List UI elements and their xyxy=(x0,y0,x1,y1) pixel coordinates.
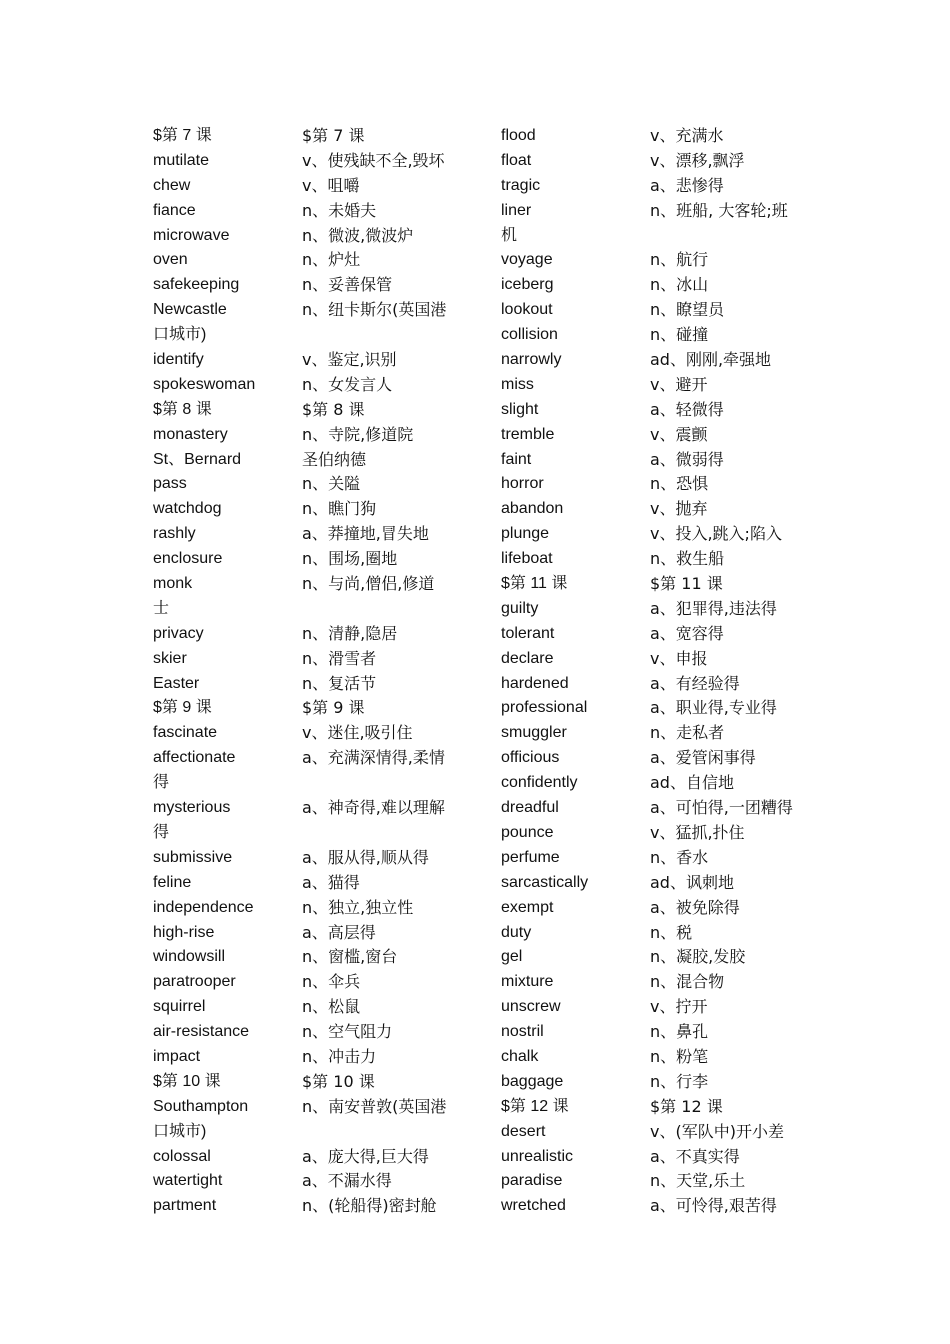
vocab-word: flood xyxy=(501,127,536,144)
vocab-word: pounce xyxy=(501,823,554,841)
vocab-definition: n、围场,圈地 xyxy=(302,549,398,569)
vocab-word: gel xyxy=(501,948,523,966)
vocab-definition: n、伞兵 xyxy=(302,972,361,992)
vocab-word: air-resistance xyxy=(153,1023,250,1041)
vocab-definition: n、瞭望员 xyxy=(650,300,725,320)
vocab-definition: n、香水 xyxy=(650,847,709,867)
vocab-definition: a、被免除得 xyxy=(650,897,740,917)
vocab-definition: v、震颤 xyxy=(650,424,708,444)
vocab-definition: n、寺院,修道院 xyxy=(302,424,414,444)
vocab-row xyxy=(501,771,821,796)
vocab-row xyxy=(501,248,821,273)
vocab-definition: n、税 xyxy=(650,922,693,942)
vocab-word: mixture xyxy=(501,973,554,991)
vocab-row xyxy=(501,622,821,647)
vocab-definition: n、冰山 xyxy=(650,275,709,295)
vocab-row xyxy=(153,796,493,821)
vocab-word: 机 xyxy=(501,226,518,244)
vocab-definition: n、救生船 xyxy=(650,549,725,569)
vocab-word: confidently xyxy=(501,774,578,792)
vocab-definition: n、鼻孔 xyxy=(650,1022,709,1042)
vocab-row xyxy=(501,796,821,821)
vocab-definition: n、与尚,僧侣,修道 xyxy=(302,574,435,594)
vocab-definition: n、空气阻力 xyxy=(302,1022,393,1042)
vocab-row xyxy=(153,547,493,572)
vocab-row xyxy=(501,945,821,970)
vocab-row xyxy=(153,871,493,896)
vocab-definition: n、未婚夫 xyxy=(302,200,377,220)
vocab-definition: v、漂移,飘浮 xyxy=(650,150,745,170)
vocab-word: feline xyxy=(153,873,192,891)
vocab-definition: a、职业得,专业得 xyxy=(650,698,777,718)
vocab-definition: n、南安普敦(英国港 xyxy=(302,1096,447,1116)
vocab-definition: $第 7 课 xyxy=(302,126,365,145)
vocab-word: submissive xyxy=(153,848,233,866)
vocab-definition: a、爱管闲事得 xyxy=(650,748,756,768)
vocab-row xyxy=(153,298,493,323)
vocab-definition: n、天堂,乐土 xyxy=(650,1171,746,1191)
vocab-definition: ad、自信地 xyxy=(650,773,734,793)
vocab-definition: a、不真实得 xyxy=(650,1146,740,1166)
vocab-word: mysterious xyxy=(153,799,231,817)
vocab-row xyxy=(153,1120,493,1145)
vocab-row xyxy=(153,721,493,746)
vocab-definition: v、使残缺不全,毁坏 xyxy=(302,150,445,170)
vocab-row xyxy=(501,547,821,572)
vocab-word: hardened xyxy=(501,674,569,692)
vocab-word: high-rise xyxy=(153,923,215,941)
vocab-row xyxy=(153,896,493,921)
vocab-definition: v、避开 xyxy=(650,374,708,394)
vocab-row xyxy=(501,846,821,871)
vocab-word: declare xyxy=(501,649,554,667)
vocab-word: faint xyxy=(501,450,532,468)
vocab-row xyxy=(153,199,493,224)
vocab-word: $第 8 课 xyxy=(153,400,212,418)
vocab-word: watchdog xyxy=(153,500,222,518)
vocab-word: enclosure xyxy=(153,550,223,568)
vocab-word: St、Bernard xyxy=(153,450,242,468)
vocab-word: $第 11 课 xyxy=(501,575,568,593)
vocab-definition: ad、刚刚,牵强地 xyxy=(650,350,772,370)
vocab-row xyxy=(153,348,493,373)
vocab-definition: a、神奇得,难以理解 xyxy=(302,798,445,818)
vocab-row xyxy=(153,746,493,771)
vocab-row xyxy=(153,1169,493,1194)
vocab-definition: n、碰撞 xyxy=(650,325,709,345)
vocab-definition: n、妥善保管 xyxy=(302,275,393,295)
vocab-row xyxy=(153,398,493,423)
vocab-word: plunge xyxy=(501,525,550,543)
vocab-row xyxy=(501,522,821,547)
vocab-row xyxy=(501,174,821,199)
vocab-word: privacy xyxy=(153,624,204,642)
vocab-word: watertight xyxy=(153,1172,223,1190)
vocab-definition: a、猫得 xyxy=(302,872,360,892)
vocab-definition: v、咀嚼 xyxy=(302,175,360,195)
vocab-word: paratrooper xyxy=(153,973,236,991)
vocab-row xyxy=(501,1095,821,1120)
vocab-row xyxy=(153,647,493,672)
vocab-row xyxy=(153,1194,493,1219)
vocab-definition: v、申报 xyxy=(650,648,708,668)
vocab-word: affectionate xyxy=(153,749,236,767)
vocab-row xyxy=(501,896,821,921)
vocab-word: microwave xyxy=(153,226,230,244)
vocab-row xyxy=(153,597,493,622)
vocab-word: pass xyxy=(153,475,187,493)
vocab-row xyxy=(501,1020,821,1045)
vocab-row xyxy=(153,771,493,796)
vocab-word: tragic xyxy=(501,176,541,194)
vocab-word: lookout xyxy=(501,301,553,319)
vocab-word: skier xyxy=(153,649,187,667)
vocab-row xyxy=(153,373,493,398)
vocab-word: voyage xyxy=(501,251,553,269)
vocab-row xyxy=(501,1120,821,1145)
vocab-row xyxy=(501,348,821,373)
vocab-definition: $第 8 课 xyxy=(302,399,365,419)
vocab-row xyxy=(153,273,493,298)
vocab-row xyxy=(501,199,821,224)
vocab-word: tolerant xyxy=(501,624,555,642)
vocabulary-column-right xyxy=(501,124,821,1219)
vocab-row xyxy=(501,672,821,697)
vocab-row xyxy=(501,1194,821,1219)
vocab-row xyxy=(153,1095,493,1120)
vocab-word: independence xyxy=(153,898,254,916)
vocab-definition: v、迷住,吸引住 xyxy=(302,723,413,743)
vocab-definition: a、高层得 xyxy=(302,922,376,942)
vocab-row xyxy=(501,323,821,348)
vocab-row xyxy=(501,821,821,846)
vocab-word: $第 7 课 xyxy=(153,127,212,144)
vocab-definition: a、宽容得 xyxy=(650,623,724,643)
vocab-word: Southampton xyxy=(153,1097,249,1115)
vocab-row xyxy=(153,124,493,149)
vocab-word: Newcastle xyxy=(153,301,227,319)
vocab-row xyxy=(153,1145,493,1170)
vocab-row xyxy=(153,995,493,1020)
vocab-row xyxy=(153,423,493,448)
vocab-definition: n、滑雪者 xyxy=(302,648,377,668)
vocab-definition: v、拧开 xyxy=(650,997,708,1017)
vocab-definition: a、有经验得 xyxy=(650,673,740,693)
vocab-row xyxy=(501,373,821,398)
vocab-word: impact xyxy=(153,1047,201,1065)
vocab-definition: a、庞大得,巨大得 xyxy=(302,1146,429,1166)
vocab-row xyxy=(153,248,493,273)
vocab-word: abandon xyxy=(501,500,564,518)
vocab-row xyxy=(153,846,493,871)
vocab-word: 口城市) xyxy=(153,1122,207,1140)
vocab-row xyxy=(501,721,821,746)
vocab-word: chalk xyxy=(501,1047,539,1065)
vocab-row xyxy=(501,995,821,1020)
vocab-definition: n、炉灶 xyxy=(302,250,361,270)
vocab-word: nostril xyxy=(501,1023,544,1041)
vocab-word: Easter xyxy=(153,674,200,692)
vocab-word: horror xyxy=(501,475,544,493)
vocab-row xyxy=(501,1045,821,1070)
vocab-definition: $第 9 课 xyxy=(302,698,365,718)
vocab-row xyxy=(501,746,821,771)
vocab-row xyxy=(153,448,493,473)
vocab-word: squirrel xyxy=(153,998,206,1016)
vocab-word: 得 xyxy=(153,774,170,792)
vocab-word: spokeswoman xyxy=(153,375,256,393)
vocab-word: $第 9 课 xyxy=(153,699,212,717)
vocab-row xyxy=(153,970,493,995)
vocab-row xyxy=(501,647,821,672)
vocab-word: desert xyxy=(501,1122,546,1140)
vocab-definition: n、航行 xyxy=(650,250,709,270)
vocab-definition: a、轻微得 xyxy=(650,399,724,419)
vocab-definition: v、抛弃 xyxy=(650,499,708,519)
vocab-word: monk xyxy=(153,575,193,593)
vocab-row xyxy=(501,298,821,323)
vocab-word: wretched xyxy=(501,1197,566,1215)
vocab-definition: n、松鼠 xyxy=(302,997,361,1017)
vocab-row xyxy=(153,1070,493,1095)
vocab-definition: n、混合物 xyxy=(650,972,725,992)
vocab-word: duty xyxy=(501,923,532,941)
vocab-row xyxy=(153,224,493,249)
vocab-row xyxy=(153,497,493,522)
vocab-definition: n、(轮船得)密封舱 xyxy=(302,1196,437,1216)
vocab-word: mutilate xyxy=(153,151,210,169)
vocab-word: identify xyxy=(153,351,204,369)
vocab-row xyxy=(501,398,821,423)
vocab-row xyxy=(501,448,821,473)
vocab-word: baggage xyxy=(501,1072,564,1090)
vocab-row xyxy=(501,124,821,149)
vocab-word: paradise xyxy=(501,1172,563,1190)
vocab-row xyxy=(501,423,821,448)
vocab-definition: a、犯罪得,违法得 xyxy=(650,598,777,618)
vocab-definition: a、服从得,顺从得 xyxy=(302,847,429,867)
vocab-definition: v、猛抓,扑住 xyxy=(650,822,745,842)
vocab-row xyxy=(153,572,493,597)
vocab-definition: a、悲惨得 xyxy=(650,175,724,195)
vocab-word: tremble xyxy=(501,425,555,443)
vocab-row xyxy=(153,323,493,348)
vocab-definition: ad、讽刺地 xyxy=(650,872,734,892)
vocab-row xyxy=(501,1145,821,1170)
vocab-definition: n、行李 xyxy=(650,1071,709,1091)
vocab-definition: n、走私者 xyxy=(650,723,725,743)
vocab-word: dreadful xyxy=(501,799,559,817)
vocab-definition: $第 12 课 xyxy=(650,1096,723,1116)
vocab-row xyxy=(153,622,493,647)
vocab-definition: a、莽撞地,冒失地 xyxy=(302,524,429,544)
vocab-definition: n、班船, 大客轮;班 xyxy=(650,200,788,220)
vocab-word: $第 12 课 xyxy=(501,1097,569,1115)
vocab-row xyxy=(501,970,821,995)
vocab-word: colossal xyxy=(153,1147,211,1165)
vocab-row xyxy=(153,1045,493,1070)
vocab-definition: $第 10 课 xyxy=(302,1071,375,1091)
vocab-row xyxy=(501,497,821,522)
vocab-definition: n、凝胶,发胶 xyxy=(650,947,746,967)
vocab-definition: n、独立,独立性 xyxy=(302,897,414,917)
vocab-word: oven xyxy=(153,251,188,269)
vocab-word: fiance xyxy=(153,201,196,219)
vocab-word: safekeeping xyxy=(153,276,240,294)
vocab-definition: 圣伯纳德 xyxy=(302,449,367,469)
vocab-row xyxy=(501,472,821,497)
vocab-word: professional xyxy=(501,699,588,717)
vocab-definition: a、微弱得 xyxy=(650,449,724,469)
vocab-row xyxy=(153,921,493,946)
vocab-row xyxy=(153,1020,493,1045)
vocab-definition: a、可怕得,一团糟得 xyxy=(650,798,793,818)
vocab-row xyxy=(501,224,821,249)
vocab-word: $第 10 课 xyxy=(153,1072,221,1090)
vocab-word: float xyxy=(501,151,532,169)
vocab-word: slight xyxy=(501,400,539,418)
vocab-word: 得 xyxy=(153,823,170,841)
vocab-definition: v、(军队中)开小差 xyxy=(650,1121,784,1141)
vocab-definition: n、女发言人 xyxy=(302,374,393,394)
vocab-row xyxy=(153,821,493,846)
vocab-word: guilty xyxy=(501,599,539,617)
vocab-word: collision xyxy=(501,326,558,344)
vocab-word: windowsill xyxy=(153,948,226,966)
vocab-row xyxy=(153,472,493,497)
vocab-word: sarcastically xyxy=(501,873,589,891)
vocab-row xyxy=(501,1169,821,1194)
vocab-word: exempt xyxy=(501,898,554,916)
vocab-row xyxy=(153,672,493,697)
vocab-row xyxy=(501,696,821,721)
vocab-row xyxy=(153,149,493,174)
vocab-definition: n、微波,微波炉 xyxy=(302,225,414,245)
vocab-definition: n、恐惧 xyxy=(650,474,709,494)
vocab-word: officious xyxy=(501,749,560,767)
vocab-definition: v、鉴定,识别 xyxy=(302,350,397,370)
vocab-row xyxy=(501,871,821,896)
vocab-definition: n、纽卡斯尔(英国港 xyxy=(302,300,447,320)
vocab-definition: n、瞧门狗 xyxy=(302,499,377,519)
vocab-word: partment xyxy=(153,1197,217,1215)
vocab-row xyxy=(501,1070,821,1095)
vocab-row xyxy=(153,522,493,547)
vocab-word: unrealistic xyxy=(501,1147,574,1165)
vocab-definition: n、冲击力 xyxy=(302,1046,377,1066)
vocab-word: 士 xyxy=(153,599,170,617)
vocab-definition: n、清静,隐居 xyxy=(302,623,398,643)
vocab-word: narrowly xyxy=(501,351,562,369)
vocab-row xyxy=(501,273,821,298)
vocab-definition: a、可怜得,艰苦得 xyxy=(650,1196,777,1216)
vocab-definition: a、充满深情得,柔情 xyxy=(302,748,445,768)
vocab-row xyxy=(501,149,821,174)
vocab-word: 口城市) xyxy=(153,326,207,344)
vocab-word: rashly xyxy=(153,525,196,543)
vocab-row xyxy=(153,696,493,721)
vocab-word: lifeboat xyxy=(501,550,553,568)
vocab-definition: n、粉笔 xyxy=(650,1046,709,1066)
vocab-definition: n、关隘 xyxy=(302,474,361,494)
vocab-word: unscrew xyxy=(501,998,561,1016)
vocab-definition: n、复活节 xyxy=(302,673,377,693)
vocab-row xyxy=(501,572,821,597)
vocab-word: liner xyxy=(501,201,532,219)
vocab-word: chew xyxy=(153,176,191,194)
vocab-definition: n、窗槛,窗台 xyxy=(302,947,398,967)
vocab-word: perfume xyxy=(501,848,560,866)
vocab-row xyxy=(153,945,493,970)
vocab-definition: $第 11 课 xyxy=(650,574,723,594)
vocab-definition: a、不漏水得 xyxy=(302,1171,392,1191)
vocab-word: monastery xyxy=(153,425,228,443)
vocabulary-column-left xyxy=(153,124,493,1219)
vocab-definition: v、投入,跳入;陷入 xyxy=(650,524,782,544)
vocab-definition: v、充满水 xyxy=(650,126,724,145)
vocab-row xyxy=(501,597,821,622)
vocab-row xyxy=(501,921,821,946)
vocab-word: miss xyxy=(501,375,534,393)
vocab-word: smuggler xyxy=(501,724,567,742)
vocab-row xyxy=(153,174,493,199)
vocab-word: iceberg xyxy=(501,276,554,294)
vocab-word: fascinate xyxy=(153,724,218,742)
